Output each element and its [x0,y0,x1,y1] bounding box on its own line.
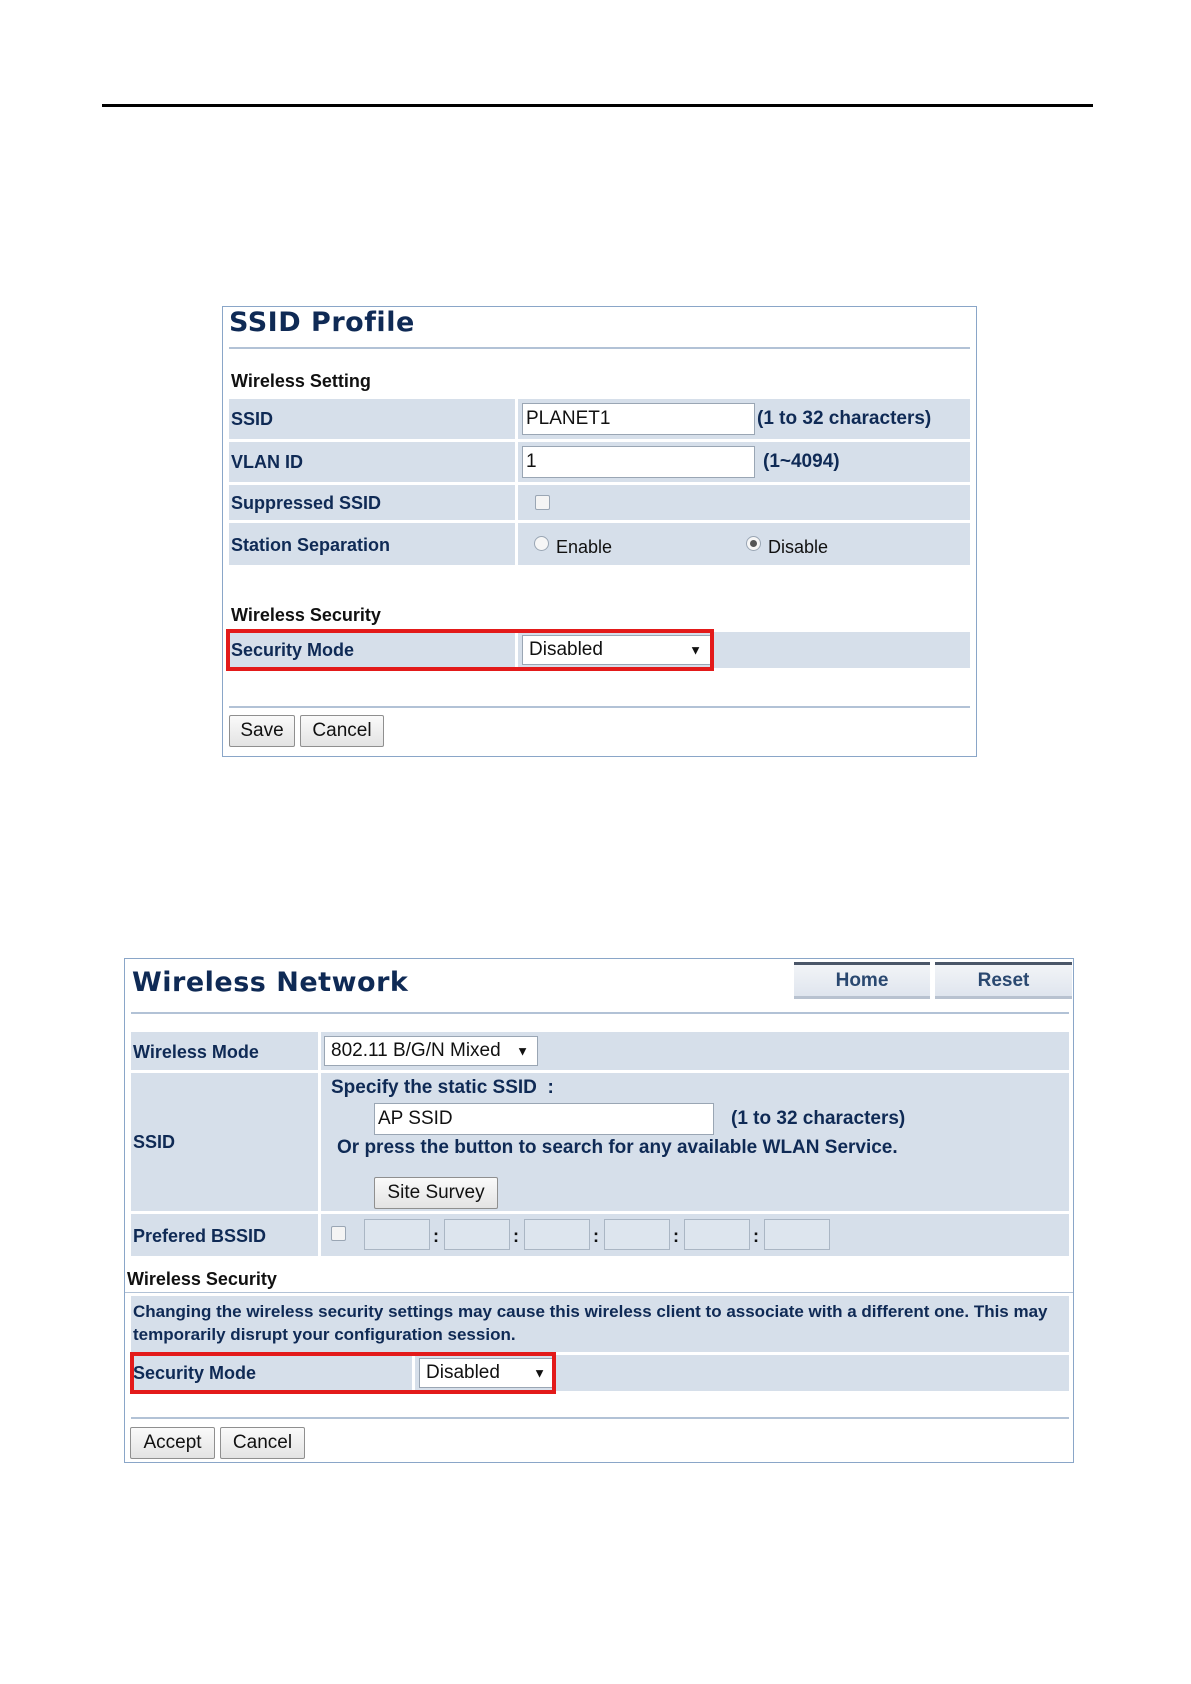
disable-radio[interactable] [746,536,761,551]
ssid-row [229,399,970,439]
bssid-octet-input[interactable] [604,1219,670,1250]
ssid-label: SSID [133,1132,176,1152]
bssid-octet-input[interactable] [444,1219,510,1250]
title-divider [131,1012,1069,1014]
panel-title: SSID Profile [229,307,415,338]
cancel-button[interactable]: Cancel [300,715,384,747]
vlan-id-input[interactable]: 1 [522,446,755,478]
bssid-octet-input[interactable] [764,1219,830,1250]
bssid-separator: : [593,1226,599,1246]
disable-radio-label: Disable [768,537,829,557]
column-separator [318,1032,321,1070]
security-mode-value: Disabled [426,1362,500,1383]
enable-radio[interactable] [534,536,549,551]
security-warning-text: Changing the wireless security settings may cause this wireless client to associate with a different one. This may temporarily disrupt your configuration session. [133,1302,1048,1344]
prefered-bssid-label: Prefered BSSID [133,1226,267,1246]
bssid-separator: : [673,1226,679,1246]
ssid-length-hint: (1 to 32 characters) [731,1108,906,1129]
wireless-security-heading: Wireless Security [127,1269,277,1289]
page-top-rule [102,104,1093,107]
bssid-octet-input[interactable] [524,1219,590,1250]
ssid-input[interactable]: AP SSID [374,1103,714,1135]
wireless-mode-row [131,1032,1069,1070]
security-mode-label: Security Mode [231,640,355,660]
wireless-mode-label: Wireless Mode [133,1042,259,1062]
search-instructions-text: Or press the button to search for any available WLAN Service. [337,1137,898,1158]
column-separator [515,399,518,439]
wireless-setting-heading: Wireless Setting [231,371,371,391]
bssid-octet-input[interactable] [364,1219,430,1250]
security-mode-highlight [130,1352,556,1394]
security-note-row [131,1296,1069,1352]
bssid-separator: : [433,1226,439,1246]
column-separator [515,442,518,482]
vlan-id-label: VLAN ID [231,452,303,472]
vlan-row [229,442,970,482]
section-divider [125,1292,1073,1293]
suppressed-ssid-label: Suppressed SSID [231,493,382,513]
wireless-mode-value: 802.11 B/G/N Mixed [331,1040,501,1061]
ssid-profile-panel [222,306,977,757]
ssid-label: SSID [231,409,274,429]
security-mode-value: Disabled [529,639,603,660]
site-survey-button[interactable]: Site Survey [374,1177,498,1209]
reset-button[interactable]: Reset [935,962,1072,999]
ssid-row [131,1073,1069,1211]
prefered-bssid-row [131,1214,1069,1256]
station-separation-label: Station Separation [231,535,391,555]
security-mode-highlight [226,629,714,671]
save-button[interactable]: Save [229,715,295,747]
dropdown-arrow-icon: ▼ [689,642,702,658]
home-button[interactable]: Home [794,962,930,999]
wireless-mode-select[interactable] [324,1036,538,1066]
bssid-octet-input[interactable] [684,1219,750,1250]
suppressed-ssid-checkbox[interactable] [535,495,550,510]
enable-radio-label: Enable [556,537,613,557]
dropdown-arrow-icon: ▼ [516,1043,529,1059]
ssid-length-hint: (1 to 32 characters) [757,408,932,429]
wireless-network-panel [124,958,1074,1463]
column-separator [318,1073,321,1211]
vlan-range-hint: (1~4094) [763,451,840,472]
ssid-input[interactable]: PLANET1 [522,403,755,435]
dropdown-arrow-icon: ▼ [533,1365,546,1381]
column-separator [515,523,518,565]
cancel-button[interactable]: Cancel [220,1427,305,1459]
bssid-separator: : [513,1226,519,1246]
suppressed-ssid-row [229,485,970,520]
column-separator [515,485,518,520]
station-separation-row [229,523,970,565]
prefered-bssid-checkbox[interactable] [331,1226,346,1241]
footer-divider [229,706,970,708]
accept-button[interactable]: Accept [130,1427,215,1459]
panel-title: Wireless Network [132,967,409,998]
bssid-separator: : [753,1226,759,1246]
title-divider [229,347,970,349]
footer-divider [131,1417,1069,1419]
specify-static-ssid-text: Specify the static SSID : [331,1077,554,1098]
column-separator [318,1214,321,1256]
wireless-security-heading: Wireless Security [231,605,381,625]
security-mode-label: Security Mode [133,1363,257,1383]
